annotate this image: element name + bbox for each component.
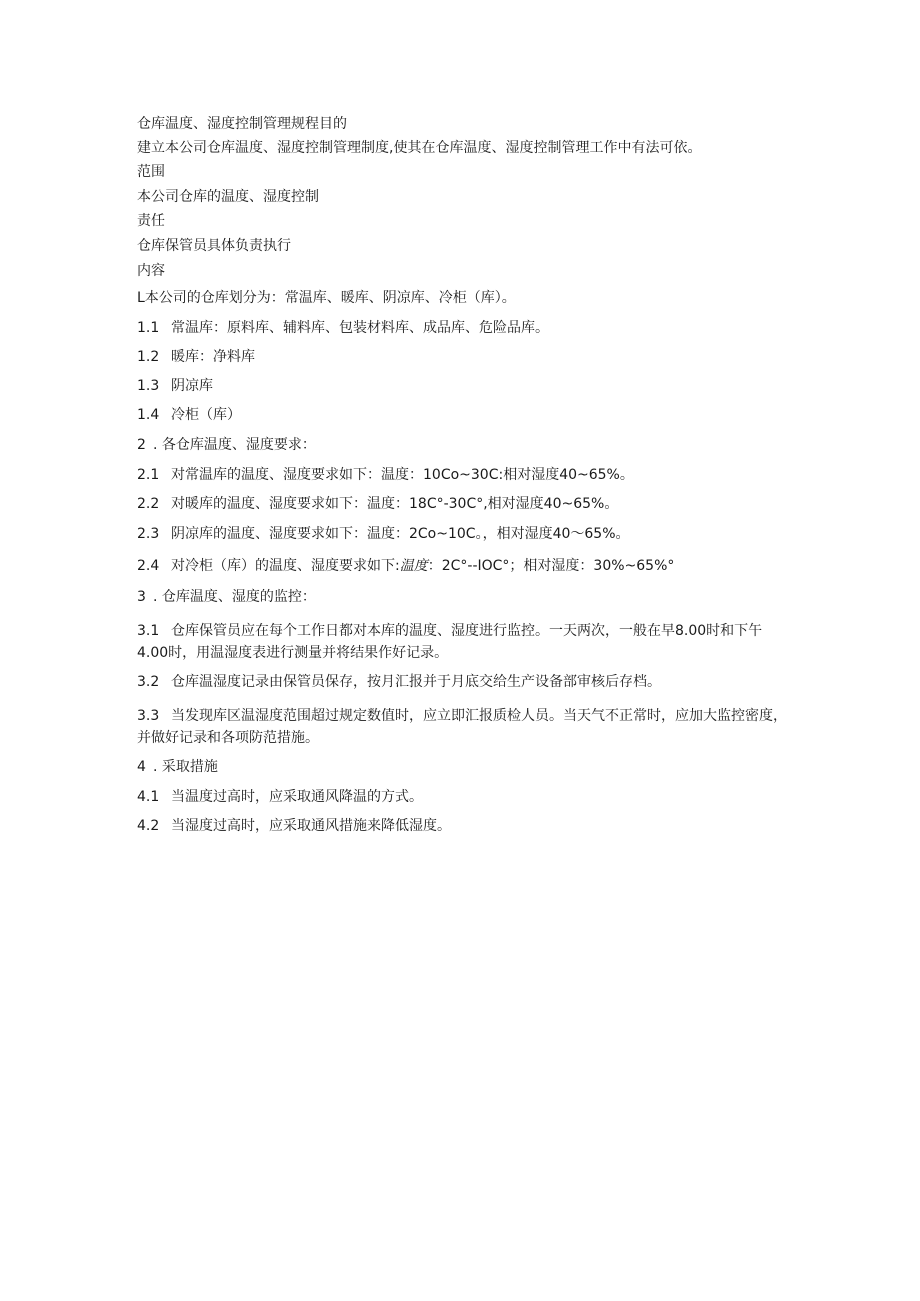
section-2-3 — [137, 523, 797, 545]
section-number: 2.3 — [137, 526, 160, 542]
section-text: 阴凉库的温度、湿度要求如下：温度：2Co~10C。，相对湿度40～65%。 — [171, 526, 630, 542]
section-4 — [137, 756, 797, 778]
content-heading: 内容 — [137, 263, 165, 279]
section-number: 4 — [137, 759, 146, 775]
responsibility-text: 仓库保管员具体负责执行 — [137, 238, 291, 254]
section-text: 阴凉库 — [171, 378, 213, 394]
section-3-3 — [137, 705, 787, 749]
section-1-4 — [137, 404, 797, 426]
section-text: 仓库保管员应在每个工作日都对本库的温度、湿度进行监控。一天两次，一般在早8.00时和下午4.00时，用温湿度表进行测量并将结果作好记录。 — [137, 623, 763, 661]
section-text-a: 对冷柜（库）的温度、湿度要求如下: — [171, 558, 400, 574]
section-number: 4.2 — [137, 818, 160, 834]
section-text-italic: 温度 — [399, 558, 428, 574]
section-text: 常温库：原料库、辅料库、包装材料库、成品库、危险品库。 — [171, 320, 549, 336]
purpose-text: 建立本公司仓库温度、湿度控制管理制度,使其在仓库温度、湿度控制管理工作中有法可依。 — [137, 140, 702, 156]
section-2 — [137, 434, 797, 456]
section-number: 2 — [137, 437, 146, 453]
section-number: 1.3 — [137, 378, 160, 394]
section-1 — [137, 287, 797, 309]
section-2-1 — [137, 464, 797, 486]
section-number: 4.1 — [137, 789, 160, 805]
section-number: 3 — [137, 589, 146, 605]
section-2-2 — [137, 493, 797, 515]
section-text: 冷柜（库） — [171, 407, 241, 423]
section-1-2 — [137, 346, 797, 368]
section-text: . 各仓库温度、湿度要求： — [153, 437, 316, 453]
section-number: 2.2 — [137, 496, 160, 512]
section-text-c: ：2C°--IOC°；相对湿度：30%~65%° — [427, 558, 675, 574]
section-number: 1.1 — [137, 320, 160, 336]
section-text: 对暖库的温度、湿度要求如下：温度：18C°-30C°,相对湿度40~65%。 — [171, 496, 619, 512]
section-text: 对常温库的温度、湿度要求如下：温度：10Co~30C:相对湿度40~65%。 — [171, 467, 634, 483]
section-text: 仓库温湿度记录由保管员保存，按月汇报并于月底交给生产设备部审核后存档。 — [171, 674, 661, 690]
scope-text: 本公司仓库的温度、湿度控制 — [137, 189, 319, 205]
section-number: 1.2 — [137, 349, 160, 365]
section-3-1 — [137, 620, 787, 664]
section-text: 当发现库区温湿度范围超过规定数值时，应立即汇报质检人员。当天气不正常时，应加大监控密度，并做好记录和各项防范措施。 — [137, 708, 787, 746]
section-text: 当湿度过高时，应采取通风措施来降低湿度。 — [171, 818, 451, 834]
section-text: . 仓库温度、湿度的监控： — [153, 589, 316, 605]
section-number: 2.1 — [137, 467, 160, 483]
section-2-4 — [137, 555, 797, 577]
section-4-2 — [137, 815, 797, 837]
section-1-text: L本公司的仓库划分为：常温库、暖库、阴凉库、冷柜（库）。 — [137, 290, 516, 306]
section-number: 2.4 — [137, 558, 160, 574]
section-3-2 — [137, 671, 797, 693]
responsibility-heading: 责任 — [137, 213, 165, 229]
section-4-1 — [137, 786, 797, 808]
section-number: 3.1 — [137, 623, 160, 639]
section-3 — [137, 586, 797, 608]
section-1-1 — [137, 317, 797, 339]
section-1-3 — [137, 375, 797, 397]
scope-heading: 范围 — [137, 164, 165, 180]
section-text: 当温度过高时，应采取通风降温的方式。 — [171, 789, 423, 805]
section-number: 3.2 — [137, 674, 160, 690]
section-text: . 采取措施 — [153, 759, 218, 775]
section-text: 暖库：净料库 — [171, 349, 255, 365]
section-number: 3.3 — [137, 708, 160, 724]
document-title: 仓库温度、湿度控制管理规程目的 — [137, 116, 347, 132]
section-number: 1.4 — [137, 407, 160, 423]
